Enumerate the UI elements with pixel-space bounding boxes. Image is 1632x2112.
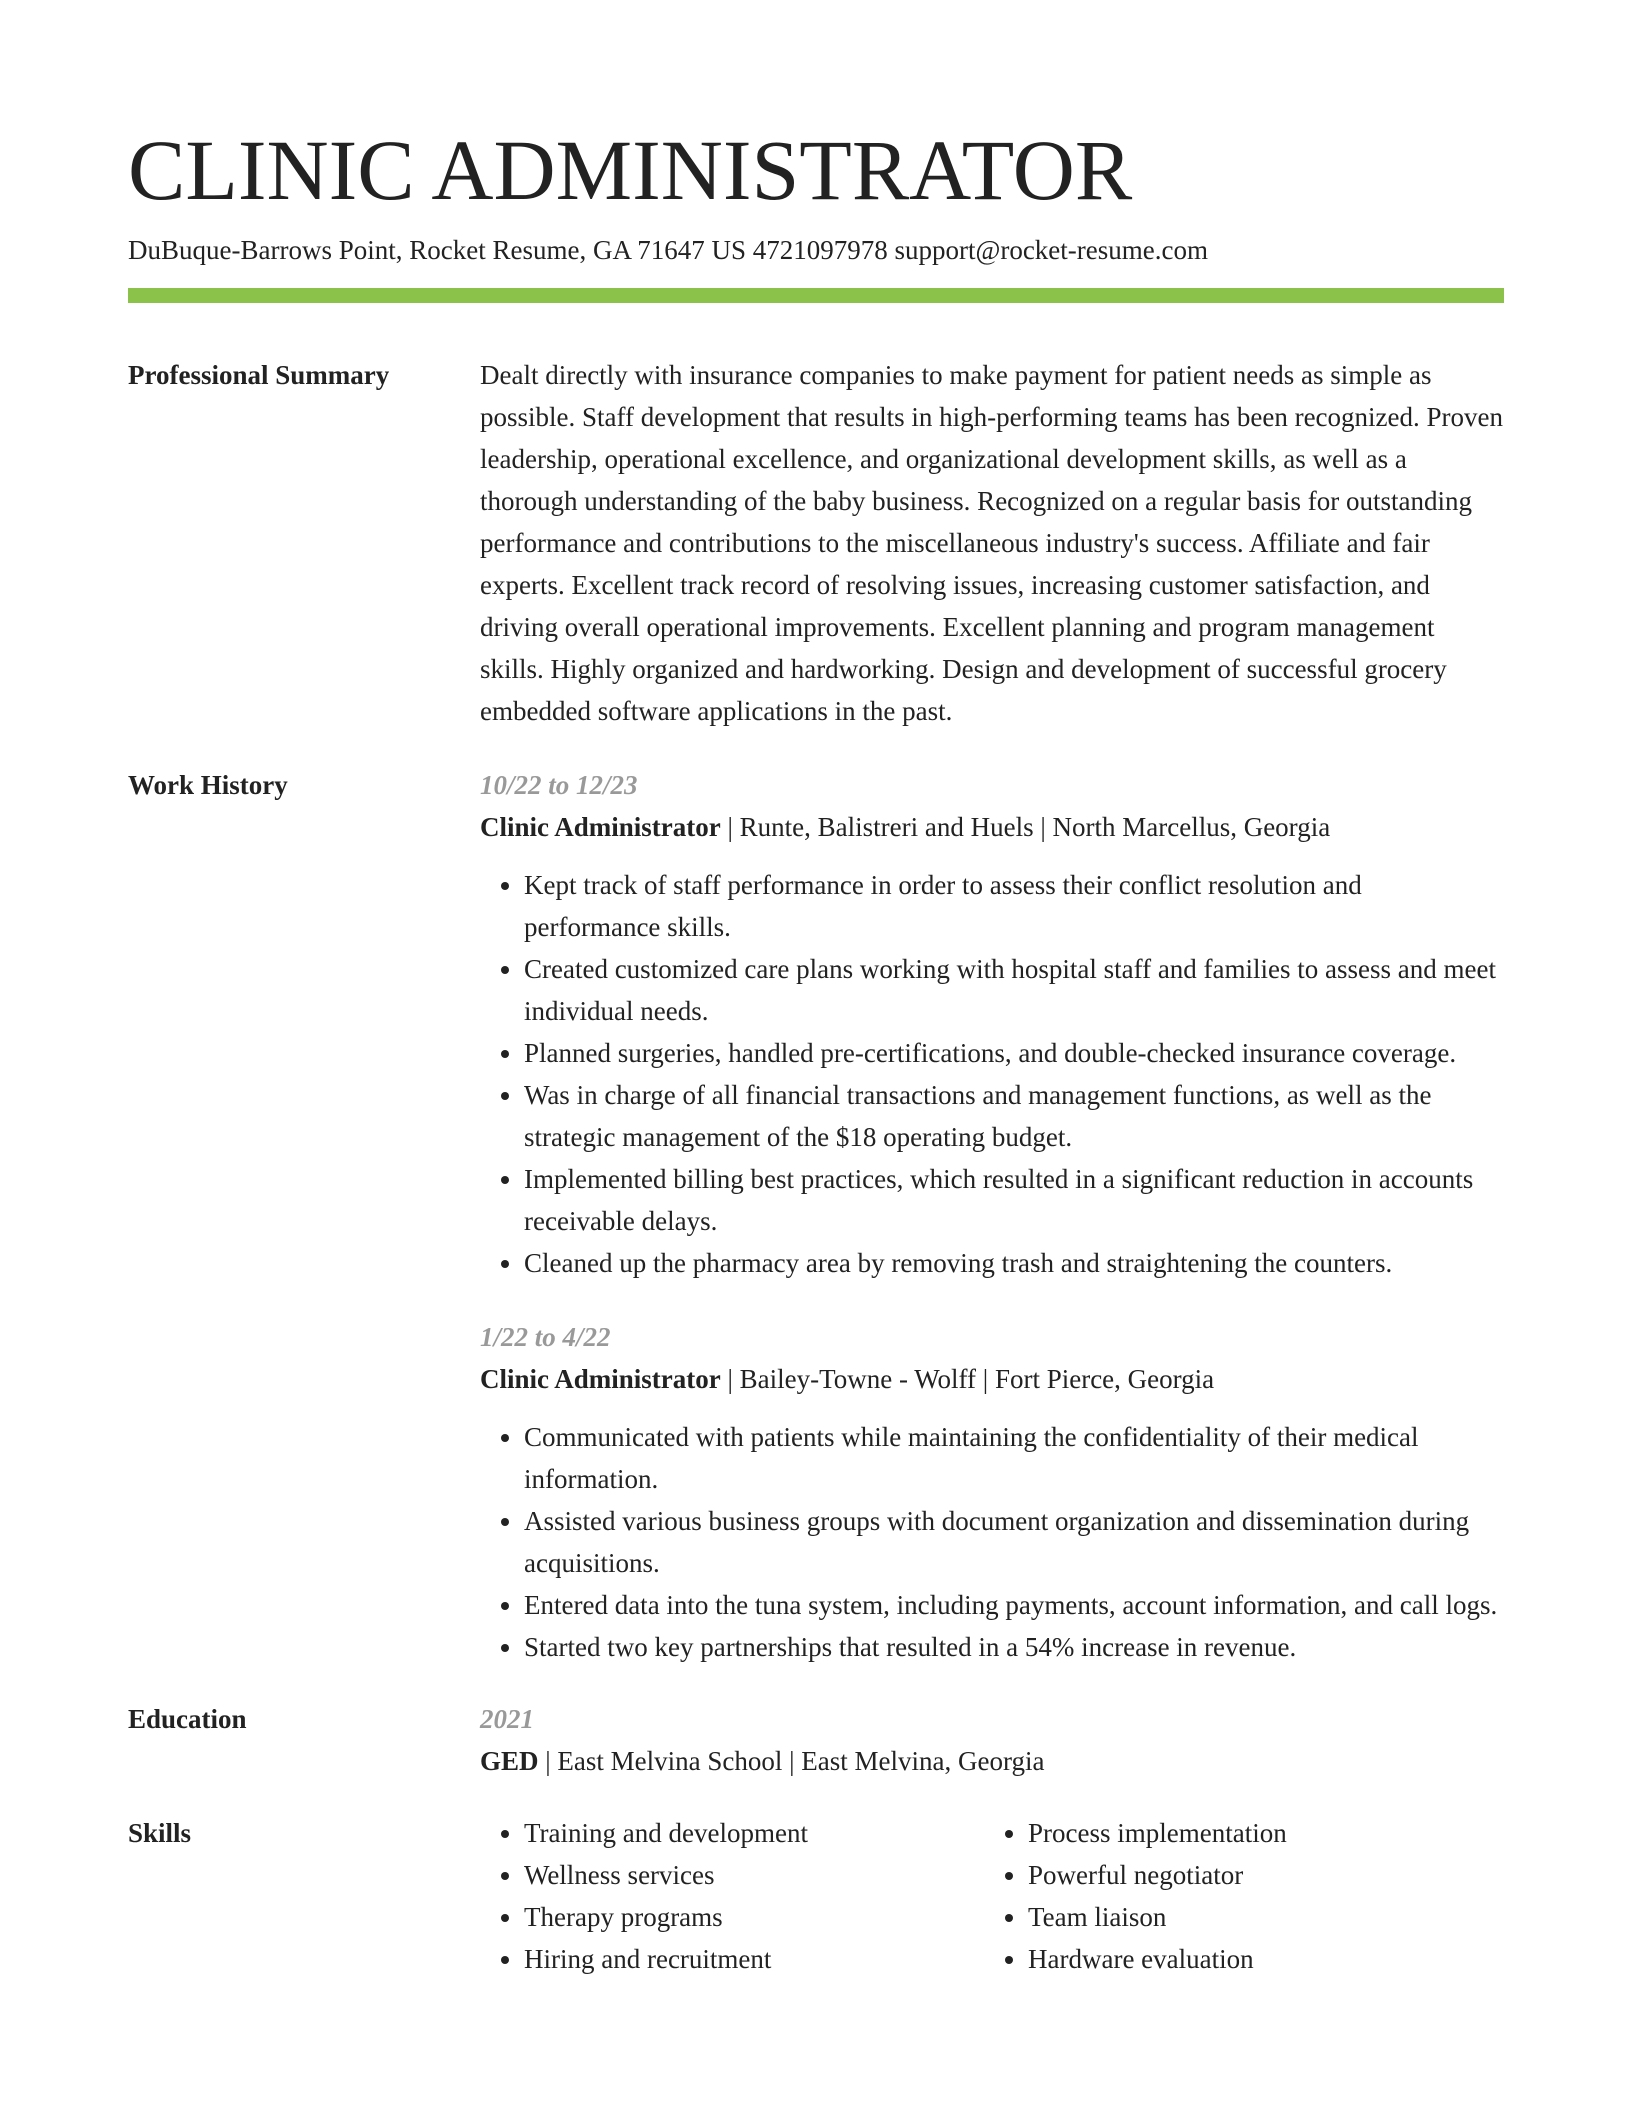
job-bullet: • Started two key partnerships that resulted in a 54% increase in revenue. [524,1626,1504,1668]
education-details: | East Melvina School | East Melvina, Georgia [538,1746,1045,1776]
job-bullet: • Implemented billing best practices, which resulted in a significant reduction in accounts receivable delays. [524,1158,1504,1242]
section-label-education: Education [128,1704,247,1734]
job-entry [480,1316,1504,1668]
job-bullets [480,1416,1504,1668]
skill-item: • Team liaison [1028,1896,1488,1938]
skill-item: • Training and development [524,1812,984,1854]
education-entry [480,1740,1504,1782]
resume-name: CLINIC ADMINISTRATOR [128,122,1133,218]
skill-item: • Powerful negotiator [1028,1854,1488,1896]
summary-text: Dealt directly with insurance companies to make payment for patient needs as simple as possible. Staff development that results in high-performing teams has been recognized. Proven leadership, operational excellence, and organizational development skills, as well as a thorough understanding of the baby business. Recognized on a regular basis for outstanding performance and contributions to the miscellaneous industry's success. Affiliate and fair experts. Excellent track record of resolving issues, increasing customer satisfaction, and driving overall operational improvements. Excellent planning and program management skills. Highly organized and hardworking. Design and development of successful grocery embedded software applications in the past. [480,360,1503,726]
job-title: Clinic Administrator [480,1364,721,1394]
job-details: | Bailey-Towne - Wolff | Fort Pierce, Georgia [720,1364,1215,1394]
education-year: 2021 [480,1704,534,1734]
education-degree: GED [480,1746,539,1776]
job-role [480,806,1504,848]
section-label-work: Work History [128,770,288,800]
job-dates: 10/22 to 12/23 [480,770,638,800]
job-bullet: • Created customized care plans working with hospital staff and families to assess and meet individual needs. [524,948,1504,1032]
jobs-list [480,764,1504,1668]
skills-section [128,1812,1504,1980]
education-section [128,1698,1504,1782]
contact-line: DuBuque-Barrows Point, Rocket Resume, GA 71647 US 4721097978 support@rocket-resume.com [128,235,1208,265]
skills-column-1 [480,1812,984,1980]
skill-item: • Process implementation [1028,1812,1488,1854]
skill-item: • Hardware evaluation [1028,1938,1488,1980]
job-bullet: • Communicated with patients while maintaining the confidentiality of their medical information. [524,1416,1504,1500]
skill-item: • Therapy programs [524,1896,984,1938]
job-bullet: • Cleaned up the pharmacy area by removing trash and straightening the counters. [524,1242,1504,1284]
job-title: Clinic Administrator [480,812,721,842]
job-role [480,1358,1504,1400]
job-bullet: • Kept track of staff performance in order to assess their conflict resolution and performance skills. [524,864,1504,948]
skills-column-2 [984,1812,1488,1980]
skill-item: • Hiring and recruitment [524,1938,984,1980]
job-entry [480,764,1504,1284]
job-details: | Runte, Balistreri and Huels | North Marcellus, Georgia [720,812,1331,842]
summary-section [128,354,1504,732]
skill-item: • Wellness services [524,1854,984,1896]
section-label-summary: Professional Summary [128,360,390,390]
section-label-skills: Skills [128,1818,192,1848]
job-bullet: • Planned surgeries, handled pre-certifications, and double-checked insurance coverage. [524,1032,1504,1074]
job-bullet: • Assisted various business groups with document organization and dissemination during acquisitions. [524,1500,1504,1584]
job-dates: 1/22 to 4/22 [480,1322,611,1352]
skills-columns [480,1812,1504,1980]
accent-divider [128,288,1504,303]
work-history-section [128,764,1504,1668]
job-bullets [480,864,1504,1284]
job-bullet: • Was in charge of all financial transactions and management functions, as well as the strategic management of the $18 operating budget. [524,1074,1504,1158]
job-bullet: • Entered data into the tuna system, including payments, account information, and call logs. [524,1584,1504,1626]
resume-page [128,118,1504,1980]
